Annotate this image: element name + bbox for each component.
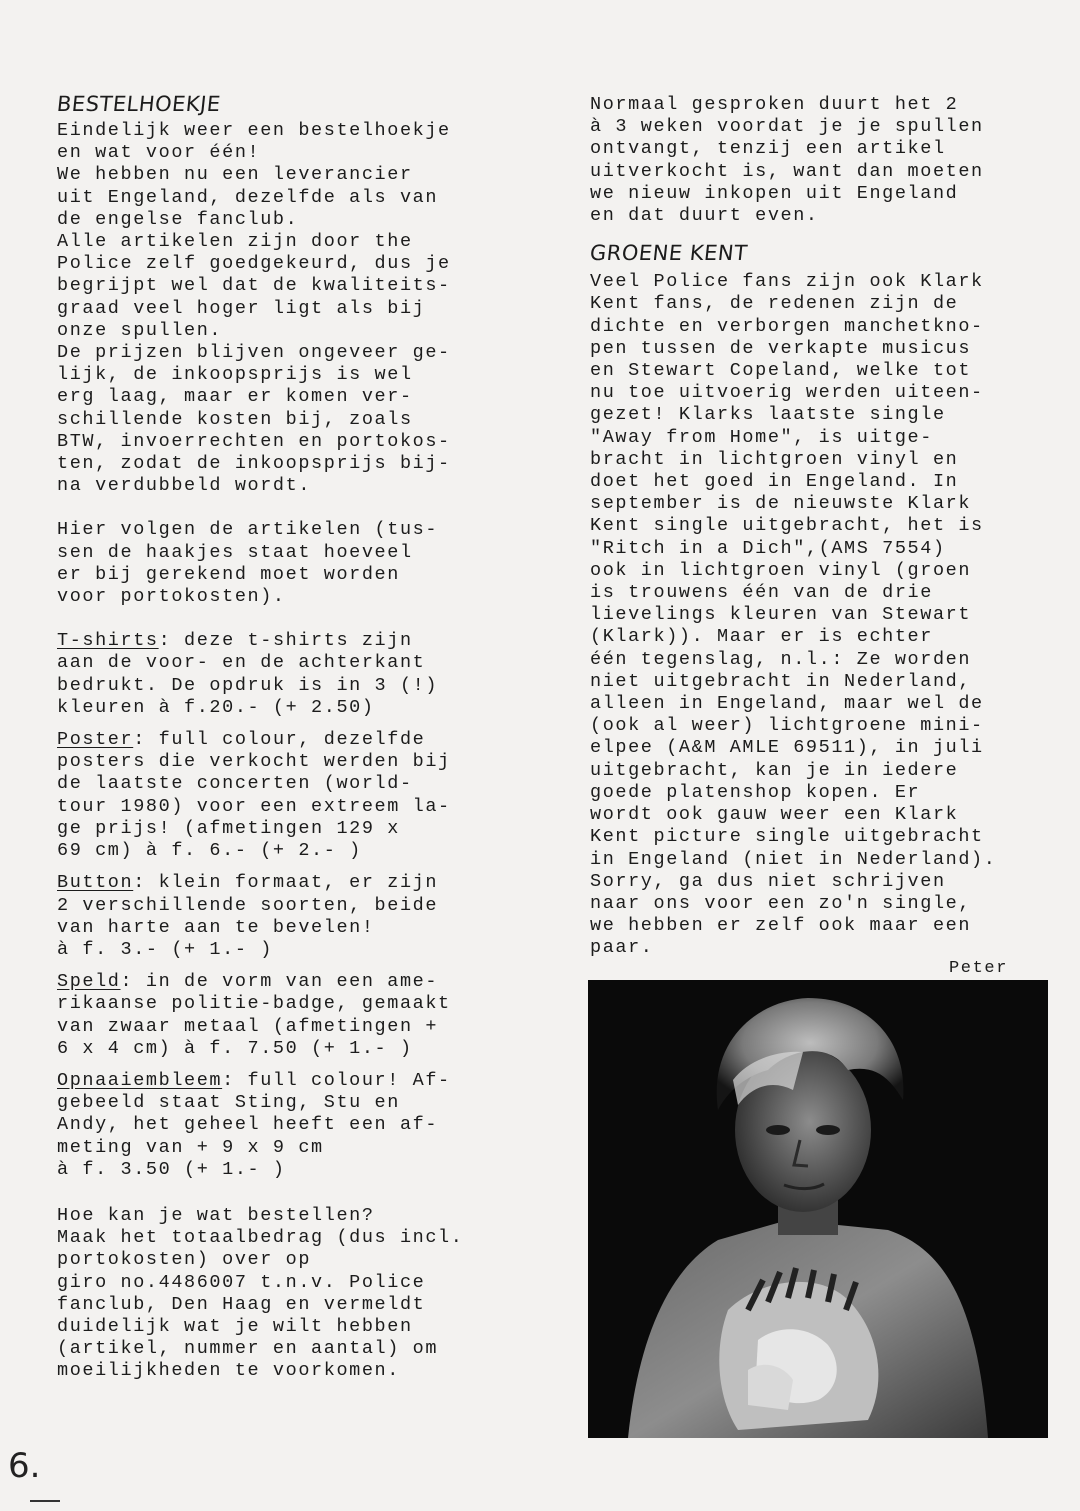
item-label: Poster [57, 729, 134, 751]
item-label: Button [57, 872, 134, 894]
item-label: Opnaaiembleem [57, 1069, 223, 1091]
delivery-paragraph: Normaal gesproken duurt het 2 à 3 weken voordat je je spullen ontvangt, tenzij een artikel uitverkocht is, want dan moeten we nieuw inkopen uit Engeland en dat duurt even. [590, 94, 984, 227]
band-member-photo [588, 980, 1048, 1438]
item-description: : full colour! Af- gebeeld staat Sting, Stu en Andy, het geheel heeft een af- meting van + 9 x 9 cm à f. 3.50 (+ 1.- ) [57, 1069, 451, 1180]
item-tshirts [57, 630, 527, 719]
item-poster [57, 729, 527, 862]
left-column [57, 90, 527, 1383]
order-instructions: Hoe kan je wat bestellen? Maak het totaalbedrag (dus incl. portokosten) over op giro no.4486007 t.n.v. Police fanclub, Den Haag en vermeldt duidelijk wat je wilt hebben (artikel, nummer en aantal) om moeilijkheden te voorkomen. [57, 1204, 464, 1382]
section-heading-bestelhoekje: BESTELHOEKJE [55, 92, 222, 116]
item-label: Speld [57, 971, 121, 993]
item-description: : deze t-shirts zijn aan de voor- en de achterkant bedrukt. De opdruk is in 3 (!) kleuren à f.20.- (+ 2.50) [57, 630, 439, 718]
item-description: : in de vorm van een ame- rikaanse politie-badge, gemaakt van zwaar metaal (afmetingen + 6 x 4 cm) à f. 7.50 (+ 1.- ) [57, 971, 451, 1059]
photo-illustration [588, 980, 1048, 1438]
right-column [590, 94, 1020, 1002]
item-description: : klein formaat, er zijn 2 verschillende soorten, beide van harte aan te bevelen! à f. 3.- (+ 1.- ) [57, 872, 439, 960]
item-label: T-shirts [57, 630, 159, 652]
groene-kent-body: Veel Police fans zijn ook Klark Kent fans, de redenen zijn de dichte en verborgen manchetkno- pen tussen de verkapte musicus en Stewart Copeland, welke tot nu toe uitvoerig werden uiteen- gezet! Klarks laatste single "Away from Home", is uitge- bracht in lichtgroen vinyl en doet het goed in Engeland. In september is de nieuwste Klark Kent single uitgebracht, het is "Ritch in a Dich",(AMS 7554) ook in lichtgroen vinyl (groen is trouwens één van de drie lievelings kleuren van Stewart (Klark)). Maar er is echter één tegenslag, n.l.: Ze worden niet uitgebracht in Nederland, alleen in Engeland, maar wel de (ook al weer) lichtgroene mini- elpee (A&M AMLE 69511), in juli uitgebracht, kan je in iedere goede platenshop kopen. Er wordt ook gauw weer een Klark Kent picture single uitgebracht in Engeland (niet in Nederland). Sorry, ga dus niet schrijven naar ons voor een zo'n single, we hebben er zelf ook maar een paar. [590, 271, 997, 959]
intro-paragraph: Eindelijk weer een bestelhoekje en wat voor één! We hebben nu een leverancier uit Engeland, dezelfde als van de engelse fanclub. Alle artikelen zijn door the Police zelf goedgekeurd, dus je begrijpt wel dat de kwaliteits- graad veel hoger ligt als bij onze spullen. De prijzen blijven ongeveer ge- lijk, de inkoopsprijs is wel erg laag, maar er komen ver- schillende kosten bij, zoals BTW, invoerrechten en portokos- ten, zodat de inkoopsprijs bij- na verdubbeld wordt. [57, 120, 451, 497]
item-description: : full colour, dezelfde posters die verkocht werden bij de laatste concerten (world- tour 1980) voor een extreem la- ge prijs! (afmetingen 129 x 69 cm) à f. 6.- (+ 2.- ) [57, 729, 451, 862]
author-signature: Peter [948, 958, 1008, 978]
item-opnaaiembleem [57, 1070, 527, 1181]
item-speld [57, 971, 527, 1060]
page-edge-mark [30, 1500, 60, 1502]
page-number: 6. [8, 1446, 41, 1486]
section-heading-groene-kent: GROENE KENT [588, 241, 749, 266]
list-intro-paragraph: Hier volgen de artikelen (tus- sen de haakjes staat hoeveel er bij gerekend moet worden voor portokosten). [57, 519, 439, 608]
item-button [57, 872, 527, 961]
